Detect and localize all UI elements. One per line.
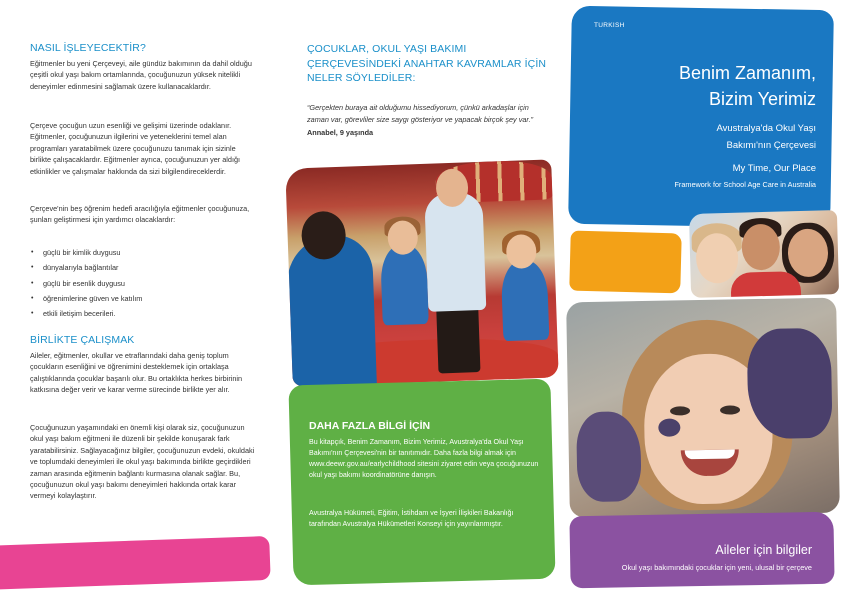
photo-painted-hand <box>576 411 642 502</box>
list-item: • dünyalarıyla bağlantılar <box>30 262 258 273</box>
english-subtitle: Framework for School Age Care in Australia <box>674 180 816 189</box>
cover-title <box>596 60 816 112</box>
partnership-paragraph: Aileler, eğitmenler, okullar ve etraflarındaki daha geniş toplum çocukların esenliğini ve öğrenimini desteklemek için ortaklaşa çalıştıklarında çocuklar başarılı olur. Bu ortaklıkta herkes birbirinin katkısına değer verir ve karar verme sürecinde birlikte yer alır. <box>30 351 243 395</box>
cover-subtitle-line: Avustralya'da Okul Yaşı <box>716 123 816 134</box>
yellow-decorative-panel <box>569 231 682 294</box>
cover-subtitle-line: Bakımı'nın Çerçevesi <box>726 140 816 151</box>
quote-author: Annabel, 9 yaşında <box>307 127 374 137</box>
learning-outcomes-list <box>30 247 258 323</box>
title-panel <box>568 6 834 229</box>
children-group-photo <box>689 210 839 298</box>
cover-subtitle <box>596 120 816 154</box>
list-item: • etkili iletişim becerileri. <box>30 308 258 319</box>
cover-panel <box>562 0 842 595</box>
photo-girl-figure <box>380 244 429 326</box>
english-title: My Time, Our Place <box>732 163 816 174</box>
families-info-subtitle: Okul yaşı bakımındaki çocuklar için yeni, ulusal bir çerçeve <box>621 563 812 572</box>
cover-title-line: Benim Zamanım, <box>678 63 816 83</box>
intro-paragraph: Eğitmenler bu yeni Çerçeveyi, aile gündüz bakımının da dahil olduğu çeşitli okul yaşı bakım ortamlarında, çocuğunuzun yüksek nitelikli deneyimler edinmesini sağlamak üzere kullanacaklardır. <box>30 59 252 91</box>
family-role-paragraph: Çocuğunuzun yaşamındaki en önemli kişi olarak siz, çocuğunuzun okul yaşı bakım eğitmeni ile düzenli bir şekilde konuşarak fark yaratabilirsiniz. Sağlayacağınız bilgiler, çocuğunuzun evdeki, okuldaki ve toplumdaki deneyimleri ile okul yaşı bakımında birlikte geçirdikleri zaman arasında eğitmenin bağlantı kurmasına olanak sağlar. Bu, çocuğunuzun okul yaşı bakımı deneyimleri hakkında ortak karar vermeyi kolaylaştırır. <box>30 423 255 501</box>
pink-decorative-bar <box>0 536 271 590</box>
more-info-paragraph: Bu kitapçık, Benim Zamanım, Bizim Yerimiz, Avustralya'da Okul Yaşı Bakımı'nın Çerçevesi'nin bir tanıtımıdır. Daha fazla bilgi almak için www.deewr.gov.au/earlychildhood sitesini ziyaret edin veya çocuğunuzun okul yaşı bakımı koordinatörüne danışın. <box>309 438 539 479</box>
cover-title-line: Bizim Yerimiz <box>708 89 816 109</box>
learning-outcomes-paragraph: Çerçeve'nin beş öğrenim hedefi aracılığıyla eğitmenler çocuğunuza, şunları geliştirmesi için yardımcı olacaklardır: <box>30 204 250 225</box>
more-info-panel <box>288 379 555 586</box>
language-tag: TURKISH <box>594 22 625 29</box>
photo-child-shirt <box>730 271 801 298</box>
photo-child-face <box>695 233 738 284</box>
photo-child-teeth <box>685 449 735 459</box>
focus-paragraph: Çerçeve çocuğun uzun esenliği ve gelişimi üzerinde odaklanır. Eğitmenler, çocuğunuzun ilgilerini ve yeteneklerini temel alan programları yaratabilmek üzere çocuğunuzu tanımak için sizinle birlikte çalışacaklardır. Eğitmenler ayrıca, çocuğunuzun yer aldığı etkinlikler ve çalışmalar hakkında da sizi bilgilendireceklerdir. <box>30 121 241 176</box>
more-info-heading: DAHA FAZLA BİLGİ İÇİN <box>309 420 431 432</box>
left-panel <box>0 0 281 595</box>
classroom-photo <box>285 159 558 386</box>
middle-panel <box>281 0 562 595</box>
publisher-paragraph: Avustralya Hükümeti, Eğitim, İstihdam ve İşyeri İlişkileri Bakanlığı tarafından Avustralya Hükümetleri Konseyi için yayınlanmıştır. <box>309 509 514 528</box>
list-item: • güçlü bir esenlik duygusu <box>30 278 258 289</box>
quote-text: “Gerçekten buraya ait olduğumu hissediyorum, çünkü arkadaşlar için zaman var, görevliler size saygı gösteriyor ve yapacak birçok şey var.” <box>307 103 534 125</box>
painted-face-child-photo <box>566 298 840 518</box>
list-item: • güçlü bir kimlik duygusu <box>30 247 258 258</box>
photo-teacher-legs <box>436 302 480 373</box>
how-will-it-work-heading: NASIL İŞLEYECEKTİR? <box>30 42 146 54</box>
children-said-heading: ÇOCUKLAR, OKUL YAŞI BAKIMI ÇERÇEVESİNDEKİ ANAHTAR KAVRAMLAR İÇİN NELER SÖYLEDİLER: <box>307 43 547 84</box>
working-together-heading: BİRLİKTE ÇALIŞMAK <box>30 334 135 346</box>
families-info-title: Aileler için bilgiler <box>715 543 812 557</box>
photo-painted-hand <box>747 328 833 439</box>
photo-teacher-figure <box>424 192 486 312</box>
photo-girl-figure <box>501 260 550 342</box>
photo-child-face <box>741 224 780 271</box>
child-quote <box>307 102 537 139</box>
list-item: • öğrenimlerine güven ve katılım <box>30 293 258 304</box>
